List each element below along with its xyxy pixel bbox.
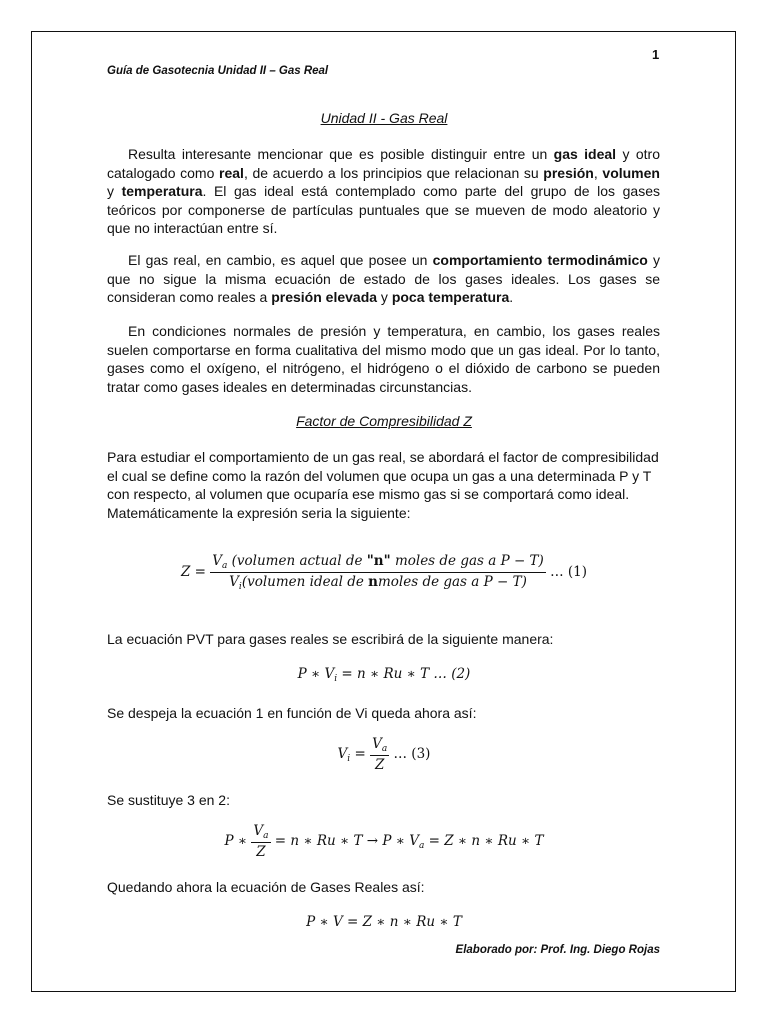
section-title: Unidad II - Gas Real [320,110,448,126]
paragraph-1: Resulta interesante mencionar que es posible distinguir entre un gas ideal y otro catalogado como real, de acuerdo a los principios que relacionan su presión, volumen y temperatura. El gas ideal está contemplado como parte del grupo de los gases teóricos por componerse de partículas puntuales que se mueven de modo aleatorio y que no interactúan entre sí. [107,146,660,237]
paragraph-7: Se sustituye 3 en 2: [107,792,230,808]
paragraph-4: Para estudiar el comportamiento de un gas real, se abordará el factor de compresibilidad el cual se define como la razón del volumen que ocupa un gas a una determinada P y T con respecto, al volumen que ocuparía ese mismo gas si se comportará como ideal. Matemáticamente la expresión seria la siguiente: [107,449,659,521]
paragraph-5: La ecuación PVT para gases reales se escribirá de la siguiente manera: [107,631,554,647]
equation-1-numerator: $V_a$ (volumen actual de "n" moles de gas a P − T) [212,553,544,571]
paragraph-8: Quedando ahora la ecuación de Gases Reales así: [107,879,425,895]
equation-4: P ∗ $\frac{V_a}{Z}$ = n ∗ Ru ∗ T → P ∗ $V_a = Z$ ∗ n ∗ Ru ∗ T [224,823,544,860]
equation-3: $V_i$ = $\frac{V_a}{Z}$ … (3) [337,736,431,773]
equation-1: Z = $\frac{V_a (volumen actual de "n" moles de gas a P - T)}{V_i(volumen ideal de nmoles de gas a P - T)}$ … (1) [180,553,588,592]
equation-4-fraction: $\frac{V_a}{Z}$ [253,823,269,860]
running-header: Guía de Gasotecnia Unidad II – Gas Real [107,65,329,77]
page-number: 1 [652,47,660,62]
subsection-title: Factor de Compresibilidad Z [296,413,472,429]
equation-3-fraction: $\frac{V_a}{Z}$ [372,736,388,773]
author-footer: Elaborado por: Prof. Ing. Diego Rojas [455,944,660,956]
paragraph-2: El gas real, en cambio, es aquel que posee un comportamiento termodinámico y que no sigue la misma ecuación de estado de los gases ideales. Los gases se consideran como reales a presión elevada y poca temperatura. [107,252,660,306]
equation-1-fraction [210,553,546,592]
equation-5: P ∗ V = Z ∗ n ∗ Ru ∗ T [306,914,462,930]
paragraph-3: En condiciones normales de presión y temperatura, en cambio, los gases reales suelen comportarse en forma cualitativa del mismo modo que un gas ideal. Por lo tanto, gases como el oxígeno, el nitrógeno, el hidrógeno o el dióxido de carbono se pueden tratar como gases ideales en determinadas circunstancias. [107,323,660,395]
paragraph-6: Se despeja la ecuación 1 en función de Vi queda ahora así: [107,705,477,721]
equation-1-denominator: $V_i(volumen$ ideal de nmoles de gas a P − T) [229,574,527,592]
equation-2: P ∗ $V_i = n$ ∗ Ru ∗ T … (2) [297,666,471,684]
